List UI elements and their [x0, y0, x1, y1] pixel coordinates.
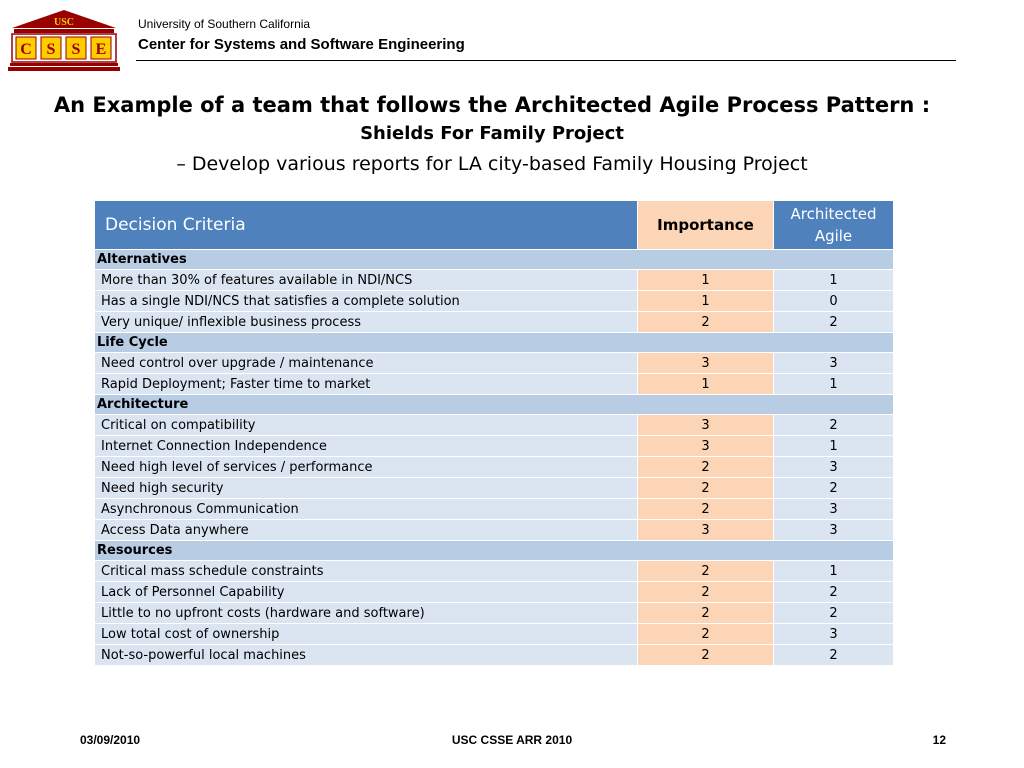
logo-usc-text: USC — [53, 17, 75, 28]
importance-cell: 2 — [638, 645, 774, 666]
table-row — [95, 624, 894, 645]
table-row — [95, 457, 894, 478]
criterion-cell: Asynchronous Communication — [95, 499, 638, 520]
importance-cell: 1 — [638, 374, 774, 395]
table-row — [95, 436, 894, 457]
architected-agile-cell: 1 — [774, 270, 894, 291]
criterion-cell: Need high level of services / performance — [95, 457, 638, 478]
criterion-cell: Little to no upfront costs (hardware and software) — [95, 603, 638, 624]
architected-agile-cell: 2 — [774, 645, 894, 666]
table-row — [95, 582, 894, 603]
table-row — [95, 374, 894, 395]
architected-agile-cell: 2 — [774, 582, 894, 603]
criterion-cell: Lack of Personnel Capability — [95, 582, 638, 603]
importance-cell: 1 — [638, 270, 774, 291]
architected-agile-cell: 1 — [774, 374, 894, 395]
table-row — [95, 499, 894, 520]
importance-cell: 2 — [638, 312, 774, 333]
importance-cell: 2 — [638, 582, 774, 603]
architected-agile-cell: 1 — [774, 436, 894, 457]
table-body — [95, 250, 894, 666]
architected-agile-cell: 2 — [774, 312, 894, 333]
architected-agile-cell: 1 — [774, 561, 894, 582]
table-row — [95, 291, 894, 312]
category-row — [95, 541, 894, 561]
criterion-cell: Internet Connection Independence — [95, 436, 638, 457]
criterion-cell: Critical mass schedule constraints — [95, 561, 638, 582]
architected-agile-cell: 2 — [774, 478, 894, 499]
category-label: Architecture — [95, 395, 894, 415]
slide-description: – Develop various reports for LA city-based Family Housing Project — [176, 153, 808, 175]
importance-cell: 2 — [638, 561, 774, 582]
header-architected-agile — [774, 201, 894, 250]
criterion-cell: Critical on compatibility — [95, 415, 638, 436]
criterion-cell: Need high security — [95, 478, 638, 499]
criterion-cell: Not-so-powerful local machines — [95, 645, 638, 666]
architected-agile-cell: 3 — [774, 353, 894, 374]
architected-agile-cell: 3 — [774, 520, 894, 541]
table-row — [95, 645, 894, 666]
usc-csse-logo — [8, 8, 120, 72]
criterion-cell: Has a single NDI/NCS that satisfies a complete solution — [95, 291, 638, 312]
architected-agile-cell: 3 — [774, 499, 894, 520]
header-decision-criteria: Decision Criteria — [95, 201, 638, 250]
criterion-cell: Low total cost of ownership — [95, 624, 638, 645]
criterion-cell: More than 30% of features available in NDI/NCS — [95, 270, 638, 291]
importance-cell: 3 — [638, 436, 774, 457]
importance-cell: 2 — [638, 603, 774, 624]
importance-cell: 3 — [638, 415, 774, 436]
criterion-cell: Need control over upgrade / maintenance — [95, 353, 638, 374]
importance-cell: 2 — [638, 478, 774, 499]
criterion-cell: Access Data anywhere — [95, 520, 638, 541]
table-row — [95, 415, 894, 436]
header-importance: Importance — [638, 201, 774, 250]
importance-cell: 3 — [638, 353, 774, 374]
org-university-name: University of Southern California — [138, 17, 311, 31]
logo-letter: E — [95, 41, 107, 58]
header-architected-agile-line1: Architected — [790, 205, 877, 223]
table-row — [95, 520, 894, 541]
importance-cell: 2 — [638, 499, 774, 520]
importance-cell: 2 — [638, 624, 774, 645]
category-row — [95, 250, 894, 270]
table-row — [95, 353, 894, 374]
footer-page-number: 12 — [932, 733, 946, 747]
slide-title-block — [0, 90, 984, 180]
category-label: Resources — [95, 541, 894, 561]
criterion-cell: Very unique/ inflexible business process — [95, 312, 638, 333]
header-divider — [136, 60, 956, 61]
footer-title: USC CSSE ARR 2010 — [451, 733, 573, 747]
slide-subtitle: Shields For Family Project — [360, 123, 624, 144]
decision-criteria-table — [94, 200, 894, 666]
logo-letter: S — [71, 41, 81, 58]
architected-agile-cell: 3 — [774, 457, 894, 478]
importance-cell: 3 — [638, 520, 774, 541]
footer-date: 03/09/2010 — [80, 733, 141, 747]
table-row — [95, 478, 894, 499]
logo-letter: C — [20, 41, 32, 58]
category-label: Alternatives — [95, 250, 894, 270]
table-header-row — [95, 201, 894, 250]
architected-agile-cell: 2 — [774, 415, 894, 436]
importance-cell: 2 — [638, 457, 774, 478]
table-row — [95, 603, 894, 624]
table-row — [95, 312, 894, 333]
category-label: Life Cycle — [95, 333, 894, 353]
category-row — [95, 395, 894, 415]
category-row — [95, 333, 894, 353]
architected-agile-cell: 0 — [774, 291, 894, 312]
architected-agile-cell: 3 — [774, 624, 894, 645]
importance-cell: 1 — [638, 291, 774, 312]
table-row — [95, 561, 894, 582]
org-center-name: Center for Systems and Software Engineering — [138, 36, 465, 53]
criterion-cell: Rapid Deployment; Faster time to market — [95, 374, 638, 395]
architected-agile-cell: 2 — [774, 603, 894, 624]
table-row — [95, 270, 894, 291]
logo-letter: S — [46, 41, 56, 58]
slide-title: An Example of a team that follows the Architected Agile Process Pattern : — [53, 93, 931, 117]
header-architected-agile-line2: Agile — [814, 227, 853, 245]
